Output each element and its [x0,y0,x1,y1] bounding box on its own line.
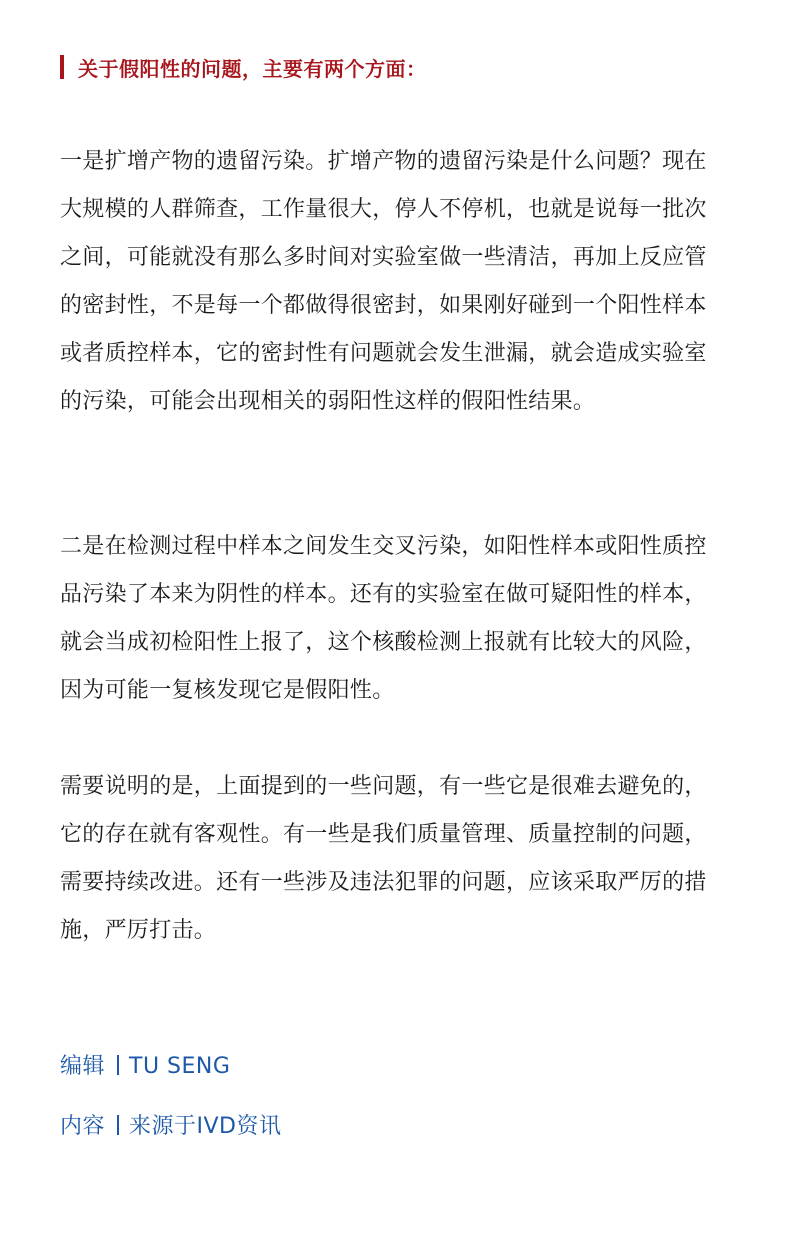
section-heading [60,52,427,82]
credit-separator [117,1115,119,1135]
heading-text: 关于假阳性的问题，主要有两个方面： [78,56,427,81]
content-label: 内容 [60,1114,106,1139]
heading-accent-bar [60,55,64,79]
paragraph-cross-contamination: 二是在检测过程中样本之间发生交叉污染，如阳性样本或阳性质控品污染了本来为阴性的样本。还有的实验室在做可疑阳性的样本，就会当成初检阳性上报了，这个核酸检测上报就有比较大的风险，因为可能一复核发现它是假阳性。 [60,534,707,703]
editor-name: TU SENG [129,1054,231,1079]
credit-separator [117,1055,119,1075]
editor-credit [60,1052,230,1082]
paragraph-contamination-amplification: 一是扩增产物的遗留污染。扩增产物的遗留污染是什么问题？现在大规模的人群筛查，工作量很大，停人不停机，也就是说每一批次之间，可能就没有那么多时间对实验室做一些清洁，再加上反应管的密封性，不是每一个都做得很密封，如果刚好碰到一个阳性样本或者质控样本，它的密封性有问题就会发生泄漏，就会造成实验室的污染，可能会出现相关的弱阳性这样的假阳性结果。 [60,149,707,414]
paragraph-explanation: 需要说明的是，上面提到的一些问题，有一些它是很难去避免的，它的存在就有客观性。有一些是我们质量管理、质量控制的问题，需要持续改进。还有一些涉及违法犯罪的问题，应该采取严厉的措施，严厉打击。 [60,774,707,943]
content-credit [60,1112,282,1142]
content-source: 来源于IVD资讯 [129,1114,282,1139]
editor-label: 编辑 [60,1054,106,1079]
